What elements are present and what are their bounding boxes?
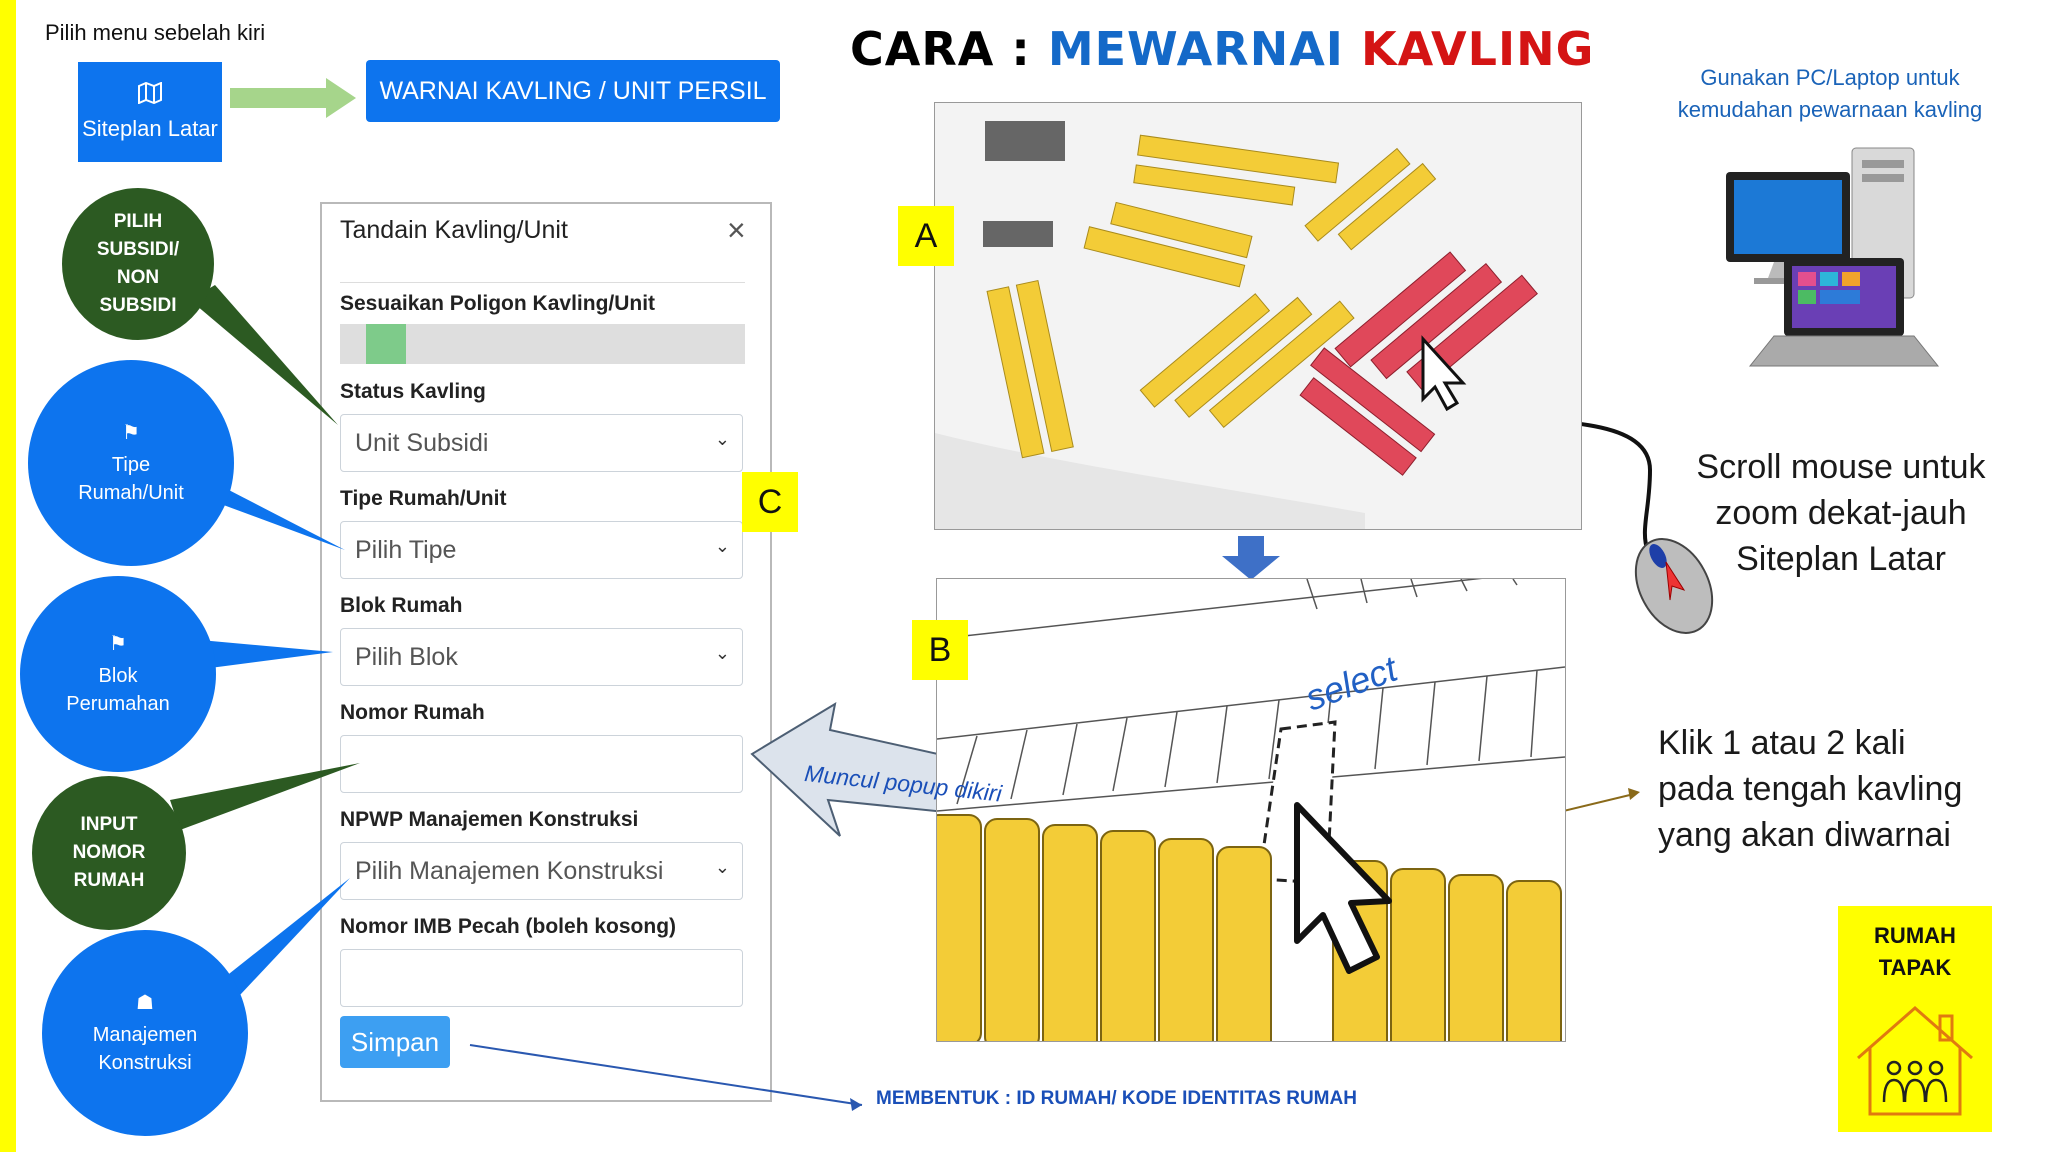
chevron-down-icon: ⌄ (714, 429, 730, 449)
chevron-down-icon: ⌄ (714, 643, 730, 663)
page-title: CARA : MEWARNAI KAVLING (850, 22, 1595, 76)
klik-instruction: Klik 1 atau 2 kali pada tengah kavling yang akan diwarnai (1658, 724, 1963, 854)
siteplan-map-zoomed[interactable] (936, 578, 1566, 1042)
popup-arrow-text: Muncul popup dikiri (803, 760, 1004, 807)
tipe-rumah-label: Tipe Rumah/Unit (340, 487, 507, 510)
tipe-rumah-select[interactable]: Pilih Tipe ⌄ (340, 521, 743, 579)
simpan-button[interactable]: Simpan (340, 1016, 450, 1068)
scroll-instruction: Scroll mouse untuk zoom dekat-jauh Siteplan Latar (1696, 448, 1986, 578)
tag-icon: ⚑ (122, 422, 140, 444)
chevron-down-icon: ⌄ (714, 536, 730, 556)
letter-c-badge: C (742, 472, 798, 532)
status-kavling-select[interactable]: Unit Subsidi ⌄ (340, 414, 743, 472)
siteplan-map-overview[interactable] (934, 102, 1582, 530)
tag-icon: ⚑ (109, 633, 127, 655)
bubble-blok-perumahan: ⚑ Blok Perumahan (20, 576, 216, 772)
left-menu-hint: Pilih menu sebelah kiri (45, 20, 266, 45)
pc-laptop-hint: Gunakan PC/Laptop untuk kemudahan pewarnaan kavling (1677, 65, 1983, 122)
modal-title: Tandain Kavling/Unit (340, 216, 568, 244)
imb-label: Nomor IMB Pecah (boleh kosong) (340, 915, 677, 938)
close-icon[interactable]: × (727, 212, 746, 248)
bubble-manajemen-konstruksi: ☗ Manajemen Konstruksi (42, 930, 248, 1136)
home-icon: ☗ (136, 992, 154, 1014)
siteplan-latar-label: Siteplan Latar (82, 116, 218, 141)
rumah-tapak-badge: RUMAH TAPAK (1838, 906, 1992, 1132)
warnai-kavling-button[interactable]: WARNAI KAVLING / UNIT PERSIL (366, 60, 780, 122)
nomor-rumah-label: Nomor Rumah (340, 701, 485, 724)
blok-rumah-select[interactable]: Pilih Blok ⌄ (340, 628, 743, 686)
npwp-label: NPWP Manajemen Konstruksi (340, 808, 639, 831)
blok-rumah-label: Blok Rumah (340, 594, 463, 617)
polygon-label: Sesuaikan Poligon Kavling/Unit (340, 292, 656, 315)
status-kavling-label: Status Kavling (340, 380, 486, 403)
select-text: select (1300, 647, 1403, 719)
house-family-icon (1852, 1002, 1978, 1122)
chevron-down-icon: ⌄ (714, 857, 730, 877)
membentuk-id-text: MEMBENTUK : ID RUMAH/ KODE IDENTITAS RUMAH (876, 1088, 1357, 1109)
bubble-input-nomor: INPUT NOMOR RUMAH (32, 776, 186, 930)
bubble-pilih-subsidi: PILIH SUBSIDI/ NON SUBSIDI (62, 188, 214, 340)
bubble-tipe-rumah: ⚑ Tipe Rumah/Unit (28, 360, 234, 566)
letter-b-badge: B (912, 620, 968, 680)
npwp-manajemen-select[interactable]: Pilih Manajemen Konstruksi ⌄ (340, 842, 743, 900)
letter-a-badge: A (898, 206, 954, 266)
